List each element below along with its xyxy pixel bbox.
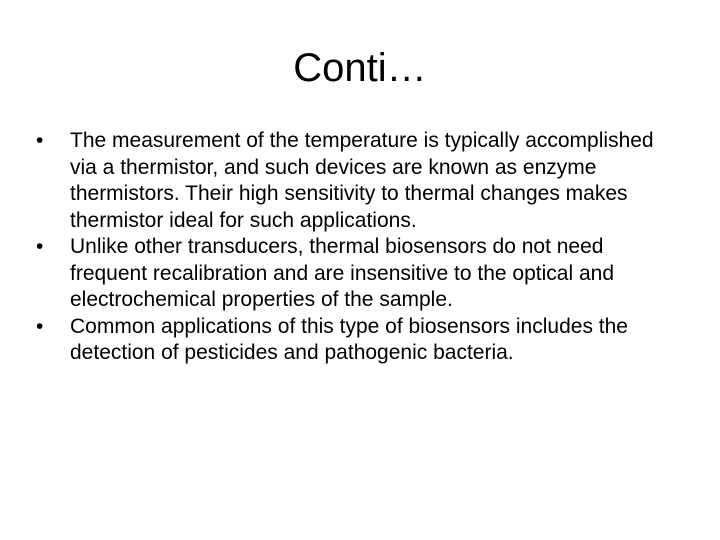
- bullet-item: [36, 128, 686, 234]
- bullet-icon: •: [36, 235, 44, 258]
- bullet-icon: •: [36, 129, 44, 152]
- bullet-text: Unlike other transducers, thermal biosensors do not need frequent recalibration and are insensitive to the optical and electrochemical properties of the sample.: [70, 235, 615, 311]
- bullet-icon: •: [36, 314, 44, 338]
- bullet-item: [36, 314, 686, 367]
- bullet-list: [36, 128, 686, 367]
- slide-title: Conti…: [293, 46, 427, 90]
- bullet-text: The measurement of the temperature is typically accomplished via a thermistor, and such devices are known as enzyme thermistors. Their high sensitivity to thermal changes makes thermistor ideal for such applications.: [70, 129, 654, 232]
- bullet-item: [36, 234, 686, 314]
- bullet-text: Common applications of this type of biosensors includes the detection of pesticides and pathogenic bacteria.: [70, 314, 628, 364]
